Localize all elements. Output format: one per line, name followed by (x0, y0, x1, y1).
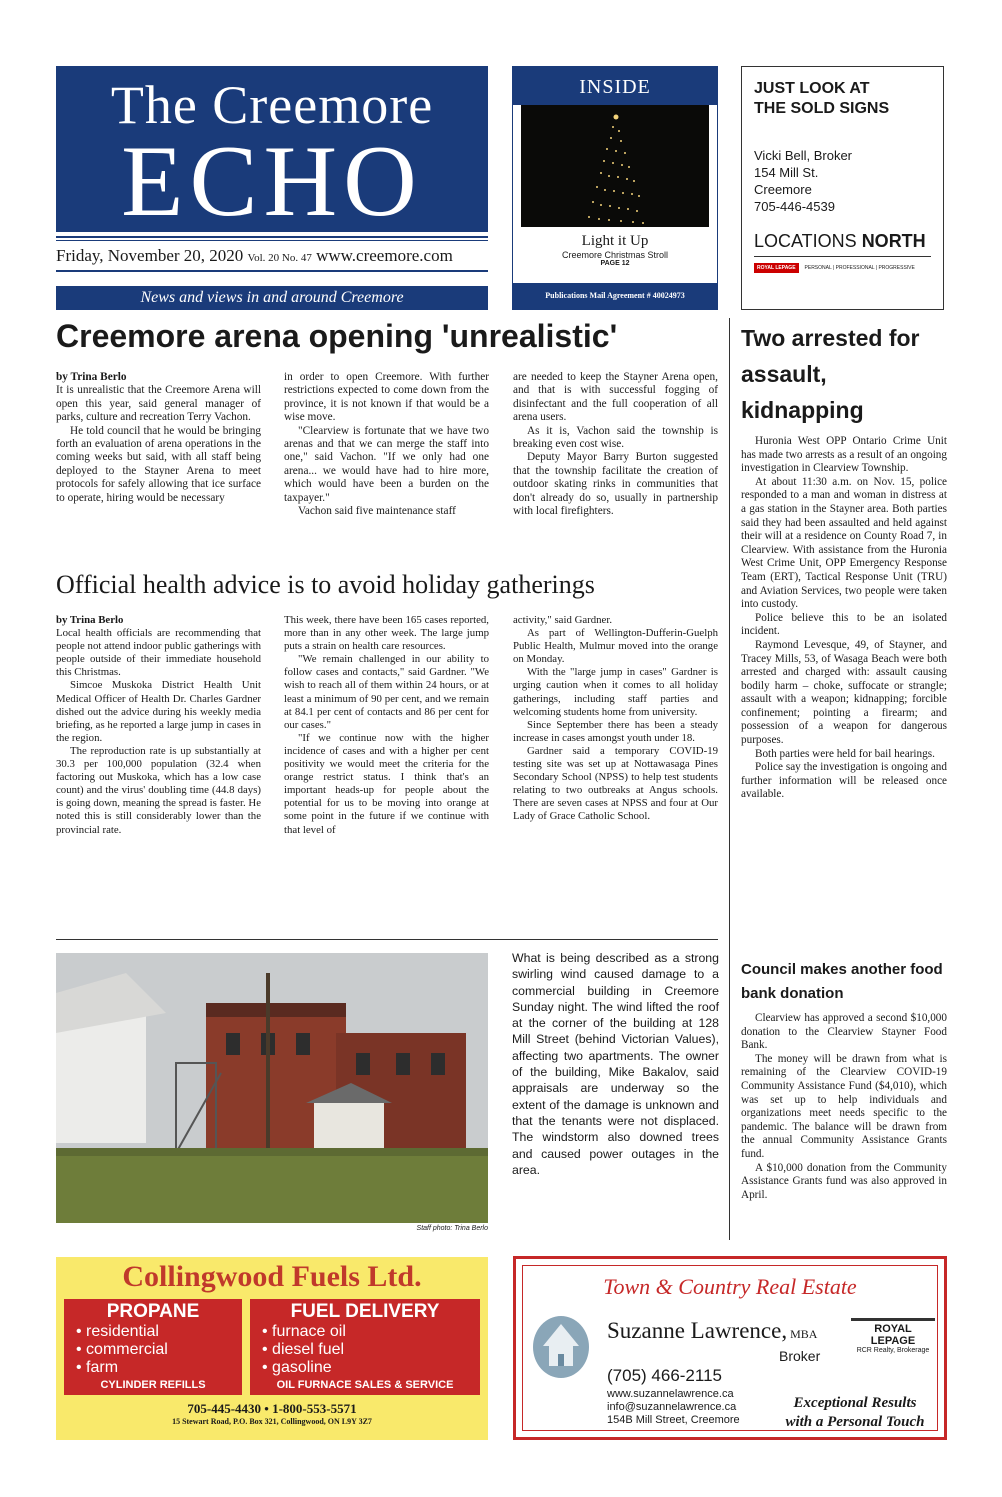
agent-name: Suzanne Lawrence, MBA (607, 1318, 818, 1343)
broker-phone: 705-446-4539 (754, 199, 835, 214)
fuels-name: Collingwood Fuels Ltd. (122, 1260, 422, 1293)
article2-byline: by Trina Berlo (56, 614, 124, 626)
article1-para: As it is, Vachon said the township is breaking even cost wise. (513, 424, 718, 451)
propane-title: PROPANE (106, 1301, 200, 1322)
logo-part-a: LOCATIONS (754, 231, 862, 251)
article1-col3 (513, 371, 718, 518)
fuels-phone: 705-445-4430 • 1-800-553-5571 (187, 1401, 357, 1416)
logo-part-b: NORTH (861, 231, 926, 251)
fuel-delivery-title: FUEL DELIVERY (290, 1301, 440, 1322)
propane-item: • residential (76, 1323, 159, 1340)
issue-volume: Vol. 20 No. 47 (247, 252, 312, 264)
article1-para: Vachon said five maintenance staff (298, 505, 456, 518)
dateline (56, 246, 490, 266)
real-estate-ad-inner (522, 1265, 938, 1431)
dateline-rule (56, 270, 488, 272)
broker-ad[interactable] (741, 66, 944, 310)
article4-para: The money will be drawn from what is remaining of the Clearview COVID-19 Community Assistance Fund ($4,010), which was set up to help individuals and organizations meet needs specific to the pandemic. The balance will be drawn from the annual Community Assistance Grants fund. (741, 1052, 947, 1160)
article2-col3 (513, 614, 718, 824)
article2-para: Local health officials are recommending that people not attend indoor public gatherings with people outside of their immediate household this Christmas. (56, 627, 261, 679)
article2-para: "If we continue now with the higher incidence of cases and with a higher per cent positivity we would meet the criteria for the orange restrict status. I think that's an important heads-up for people about the potential for us to be moving into orange at some point in the future if we continue with that level of (284, 731, 489, 836)
storm-damage-photo (56, 953, 488, 1223)
royal-lepage-logo: ROYAL LEPAGE (754, 263, 799, 273)
article1-col1 (56, 371, 261, 505)
article2-para: "We remain challenged in our ability to follow cases and contacts," said Gardner. "We wish to reach all of them within 24 hours, or at least a minimum of 90 per cent, and we remain at 84.1 per cent of contacts and 86 per cent for our cases." (284, 653, 489, 731)
broker-tagline: PERSONAL | PROFESSIONAL | PROGRESSIVE (804, 265, 915, 271)
fuel-delivery-box (250, 1299, 480, 1395)
article2-para: Since September there has been a steady increase in cases amongst youth under 18. (513, 718, 718, 744)
inside-caption-title: Light it Up (581, 233, 649, 249)
article1-col2 (284, 371, 489, 518)
section-divider (56, 939, 718, 940)
article2-para: This week, there have been 165 cases reported, more than in any other week. The large jump puts a strain on health care resources. (284, 614, 489, 653)
article2-para: Gardner said a temporary COVID-19 testing site was set up at Nottawasaga Pines Secondary School (NPSS) to help test students relating to two outbreaks at Angus schools. There are seven cases at NPSS and four at Our Lady of Grace Catholic School. (513, 744, 718, 823)
propane-item: • farm (76, 1359, 119, 1376)
article3-para: At about 11:30 a.m. on Nov. 15, police responded to a man and woman in distress at a gas station in the Stayner area. Both parties said they had been assaulted and held against their will at a residence on County Road 7, in Clearview. With assistance from the Huronia West Crime Unit, OPP Emergency Response Team (ERT), Tactical Response Unit (TRU) and Aviation Services, two people were taken into custody. (741, 475, 947, 611)
article2-para: activity," said Gardner. (513, 614, 613, 626)
article1-para: are needed to keep the Stayner Arena open, and that is with successful fogging of disinfectant and the full cooperation of all arena users. (513, 371, 718, 424)
article1-para: in order to open Creemore. With further restrictions expected to come down from the province, it is not known if that would be a wise move. (284, 371, 489, 424)
fuel-item: • gasoline (262, 1359, 332, 1376)
broker-town: Creemore (754, 182, 812, 197)
inside-box[interactable] (512, 66, 718, 310)
article1-byline: by Trina Berlo (56, 371, 127, 383)
masthead-title: The Creemore (110, 75, 434, 135)
article3-para: Both parties were held for bail hearings. (755, 747, 935, 760)
fuel-delivery-footer: OIL FURNACE SALES & SERVICE (276, 1379, 454, 1391)
article3-headline: Two arrested for assault, kidnapping (741, 325, 920, 423)
propane-box (64, 1299, 242, 1395)
locations-north-logo (754, 231, 931, 257)
agent-email[interactable]: info@suzannelawrence.ca (607, 1401, 737, 1413)
photo-credit: Staff photo: Trina Berlo (416, 1225, 488, 1232)
mail-agreement: Publications Mail Agreement # 40024973 (513, 283, 717, 309)
article4-para: A $10,000 donation from the Community Assistance Grants fund was also approved in April. (741, 1161, 947, 1201)
article2-para: The reproduction rate is up substantially at 30.3 per 100,000 population (32.4 when factoring out Muskoka, which has a low case count) and the virus' doubling time (44.8 days) is going down, meaning the spread is faster. He noted this is still considerably lower than the provincial rate. (56, 744, 261, 836)
christmas-tree-icon (521, 105, 709, 227)
website-link[interactable]: www.creemore.com (316, 246, 453, 265)
article3-body (741, 435, 947, 802)
broker-street: 154 Mill St. (754, 165, 819, 180)
article2-col1 (56, 614, 261, 837)
fuel-item: • diesel fuel (262, 1341, 345, 1358)
agent-website[interactable]: www.suzannelawrence.ca (607, 1388, 734, 1400)
inside-caption-sub: Creemore Christmas Stroll (561, 250, 669, 260)
building-photo-icon (56, 953, 488, 1223)
article3-para: Police believe this to be an isolated incident. (741, 611, 947, 638)
article3-para: Huronia West OPP Ontario Crime Unit has made two arrests as a result of an ongoing investigation in Clearview Township. (741, 435, 947, 475)
article3-para: Raymond Levesque, 49, of Stayner, and Tracey Mills, 53, of Wasaga Beach were both arrested and charged with: assault causing bodily harm – choke, suffocate or strangle; assault with a weapon; kidnapping; forcible confinement; pointing a firearm; and possession of a weapon for dangerous purposes. (741, 638, 947, 747)
article2-para: Simcoe Muskoka District Health Unit Medical Officer of Health Dr. Charles Gardner dished out the advice during his weekly media briefing, as he reported a large jump in cases in the region. (56, 679, 261, 744)
article4-headline: Council makes another food bank donation (741, 961, 943, 1002)
real-estate-ad[interactable] (513, 1256, 947, 1440)
inside-header: INSIDE (513, 67, 717, 105)
article4-para: Clearview has approved a second $10,000 donation to the Clearview Stayner Food Bank. (741, 1012, 947, 1052)
column-divider (729, 318, 730, 1240)
masthead-echo: ECHO (121, 125, 423, 238)
propane-footer: CYLINDER REFILLS (100, 1379, 206, 1391)
tagline: News and views in and around Creemore (56, 286, 488, 310)
propane-item: • commercial (76, 1341, 168, 1358)
issue-date: Friday, November 20, 2020 (56, 246, 244, 265)
broker-headline-2: THE SOLD SIGNS (754, 100, 890, 117)
article1-para: "Clearview is fortunate that we have two arenas and that we can merge the staff into one," said Vachon. "If we only had one arena... we would have had to hire more, which would have been a burden on the taxpayer." (284, 424, 489, 504)
house-tree-icon (533, 1316, 589, 1378)
broker-name: Vicki Bell, Broker (754, 148, 853, 163)
fuel-item: • furnace oil (262, 1323, 346, 1340)
article4-body (741, 1012, 947, 1202)
broker-ad-footer (754, 263, 931, 273)
masthead (56, 66, 488, 238)
broker-headline-1: JUST LOOK AT (754, 80, 870, 97)
article2-para: As part of Wellington-Dufferin-Guelph Public Health, Mulmur moved into the orange on Monday. (513, 627, 718, 666)
article1-para: Deputy Mayor Barry Burton suggested that the township facilitate the creation of outdoor skating rinks in communities that don't already do so, usually in partnership with local firefighters. (513, 451, 718, 518)
article2-para: With the "large jump in cases" Gardner is urging caution when it comes to all holiday gatherings, including staff parties and welcoming students home from university. (513, 666, 718, 718)
agent-role: Broker (779, 1348, 821, 1364)
article1-para: It is unrealistic that the Creemore Arena will open this year, said general manager of parks, culture and recreation Terry Vachon. (56, 384, 261, 424)
agent-contact (607, 1388, 740, 1427)
photo-caption: What is being described as a strong swirling wind caused damage to a commercial building in Creemore Sunday night. The wind lifted the roof at the corner of the building at 128 Mill Street (behind Victorian Values), affecting two apartments. The owner of the building, Mike Bakalov, said appraisals are underway so the extent of the damage is unknown and that the tenants were not displaced. The windstorm also downed trees and caused power outages in the area. (512, 951, 719, 1177)
masthead-rule (56, 236, 488, 241)
collingwood-fuels-ad[interactable] (56, 1257, 488, 1440)
inside-caption-page: PAGE 12 (600, 260, 630, 267)
realestate-slogan: Exceptional Results with a Personal Touch (785, 1395, 925, 1430)
article2-col2 (284, 614, 489, 837)
article3-para: Police say the investigation is ongoing and further information will be released once available. (741, 761, 947, 801)
fuels-address: 15 Stewart Road, P.O. Box 321, Collingwood, ON L9Y 3Z7 (172, 1417, 372, 1426)
realestate-title: Town & Country Real Estate (603, 1274, 857, 1299)
article1-headline: Creemore arena opening 'unrealistic' (56, 318, 618, 354)
royal-lepage-brand: ROYAL LEPAGE RCR Realty, Brokerage (851, 1318, 935, 1354)
christmas-tree-photo (521, 105, 709, 227)
article2-headline: Official health advice is to avoid holiday gatherings (56, 570, 595, 599)
agent-address: 154B Mill Street, Creemore (607, 1414, 740, 1426)
agent-phone: (705) 466-2115 (607, 1366, 722, 1385)
article1-para: He told council that he would be bringing forth an evaluation of arena operations in the coming weeks but said, with all staff being deployed to the Stayner Arena to meet protocols for safely allowing that ice surface to operate, hiring would be necessary (56, 424, 261, 504)
